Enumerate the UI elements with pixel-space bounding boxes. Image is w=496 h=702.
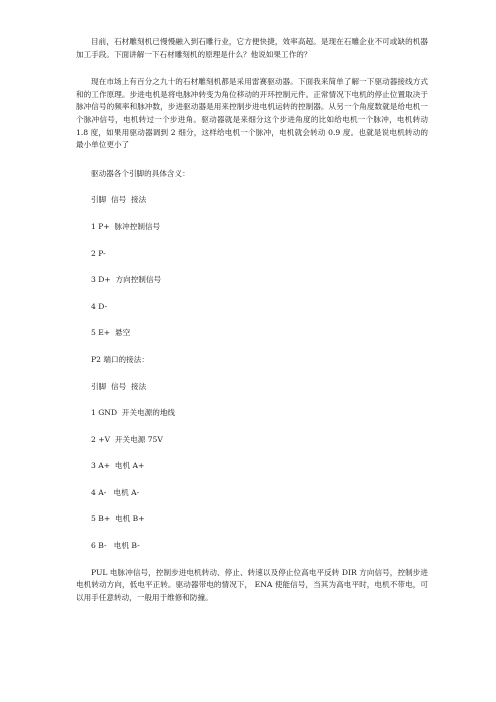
list-item: 4 A- 电机 A- <box>91 487 140 497</box>
list-item: 4 D- <box>91 301 108 311</box>
list-item: 5 B+ 电机 B+ <box>91 514 145 524</box>
list-item: 3 D+ 方向控制信号 <box>91 275 162 285</box>
list-item: P2 端口的接法： <box>91 354 149 364</box>
list-item: 引脚 信号 接法 <box>91 381 147 391</box>
list-item: 2 P- <box>91 248 106 258</box>
principle-paragraph: 现在市场上有百分之九十的石材雕刻机都是采用雷赛驱动器。下面我来简单了解一下驱动器接线方式和的工作原理。步进电机是将电脉冲转变为角位移动的开环控制元件。正常情况下电机的停止位置取决于脉冲信号的频率和脉冲数，步进驱动器是用来控制步进电机运转的控制器。从另一个角度数就是给电机一个脉冲信号，电机转过一个步进角。驱动器就是来细分这个步进角度的比如给电机一个脉冲，电机转动 1.8 度，如果用驱动器调到 2 细分，这样给电机一个脉冲，电机就会转动 0.9 度。也就是说电机转动的最小单位更小了 <box>76 77 428 150</box>
intro-paragraph: 目前，石材雕刻机已慢慢融入到石雕行业，它方便快捷，效率高超。是现在石雕企业不可或缺的机器加工手段。下面讲解一下石材雕刻机的原理是什么？他说如果工作的？ <box>76 37 428 59</box>
signal-description-paragraph: PUL 电脉冲信号，控制步进电机转动、停止、转速以及停止位高电平反转 DIR 方向信号，控制步进电机转动方向，低电平正转。驱动器带电的情况下， ENA 使能信号，当其为高电平时，电机不带电，可以用手任意转动，一般用于维修和防撞。 <box>76 567 428 602</box>
pin-list <box>76 194 428 552</box>
pin-meaning-heading: 驱动器各个引脚的具体含义： <box>91 168 190 178</box>
list-item: 引脚 信号 接法 <box>91 195 147 205</box>
list-item: 1 GND 开关电源的地线 <box>91 408 176 418</box>
list-item: 3 A+ 电机 A+ <box>91 461 145 471</box>
list-item: 1 P+ 脉冲控制信号 <box>91 221 161 231</box>
document-body <box>76 36 428 604</box>
list-item: 6 B- 电机 B- <box>91 541 140 551</box>
list-item: 2 +V 开关电源 75V <box>91 434 163 444</box>
list-item: 5 E+ 悬空 <box>91 328 131 338</box>
